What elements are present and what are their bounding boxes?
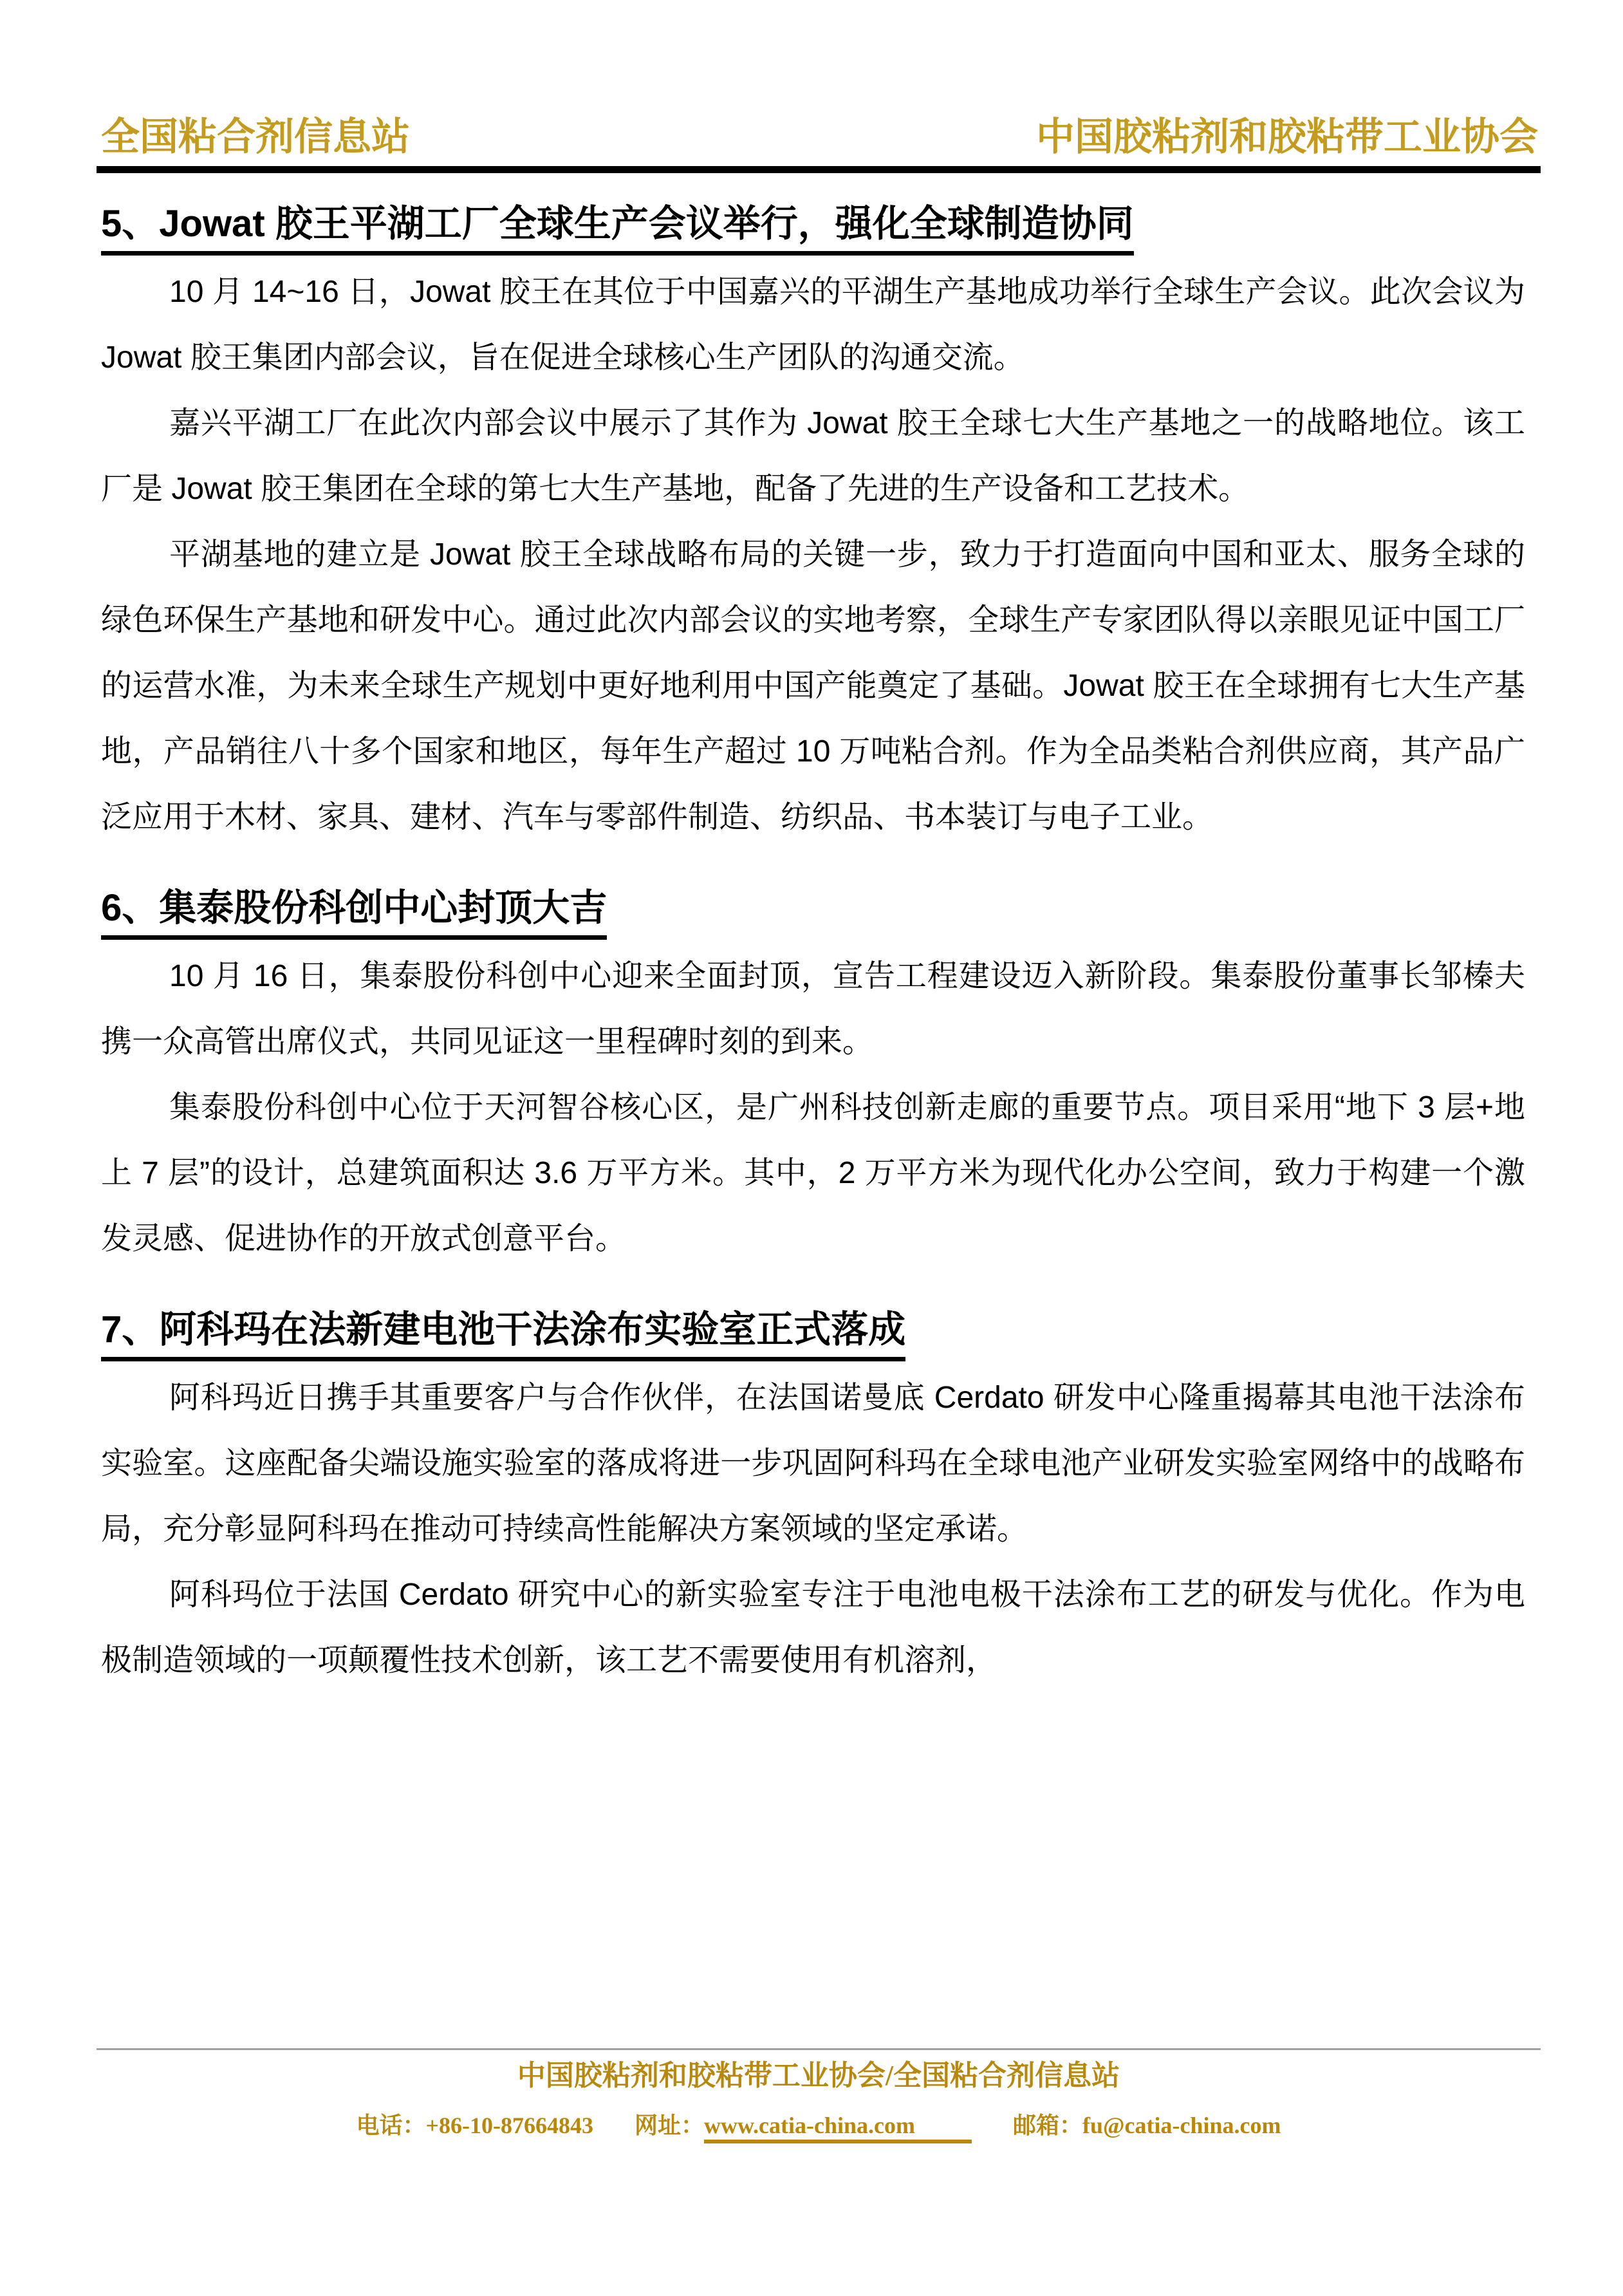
section-7-paragraph-2: 阿科玛位于法国 Cerdato 研究中心的新实验室专注于电池电极干法涂布工艺的研发与优化。作为电极制造领域的一项颠覆性技术创新，该工艺不需要使用有机溶剂， <box>101 1578 1525 1677</box>
section-7-paragraph-1: 阿科玛近日携手其重要客户与合作伙伴，在法国诺曼底 Cerdato 研发中心隆重揭幕其电池干法涂布实验室。这座配备尖端设施实验室的落成将进一步巩固阿科玛在全球电池产业研发实验室网络中的战略布局，充分彰显阿科玛在推动可持续高性能解决方案领域的坚定承诺。 <box>101 1381 1525 1546</box>
section-6-paragraph-2: 集泰股份科创中心位于天河智谷核心区，是广州科技创新走廊的重要节点。项目采用“地下 3 层+地上 7 层”的设计，总建筑面积达 3.6 万平方米。其中，2 万平方米为现代化办公空间，致力于构建一个激发灵感、促进协作的开放式创意平台。 <box>101 1090 1525 1256</box>
document-body <box>101 201 1525 1694</box>
website-link[interactable]: www.catia-china.com <box>704 2113 972 2143</box>
email-address: fu@catia-china.com <box>1082 2113 1281 2138</box>
footer-rule <box>97 2048 1541 2050</box>
header-right-title: 中国胶粘剂和胶粘带工业协会 <box>1036 116 1538 158</box>
section-6-paragraph-1: 10 月 16 日，集泰股份科创中心迎来全面封顶，宣告工程建设迈入新阶段。集泰股份董事长邹榛夫携一众高管出席仪式，共同见证这一里程碑时刻的到来。 <box>101 959 1525 1059</box>
section-6-heading-text: 6、集泰股份科创中心封顶大吉 <box>101 885 607 940</box>
section-5-heading <box>101 201 1525 256</box>
section-6-heading <box>101 885 1525 940</box>
section-7-heading-text: 7、阿科玛在法新建电池干法涂布实验室正式落成 <box>101 1307 905 1361</box>
footer-contact-line <box>97 2111 1541 2140</box>
section-7-heading <box>101 1307 1525 1361</box>
section-5-paragraph-2: 嘉兴平湖工厂在此次内部会议中展示了其作为 Jowat 胶王全球七大生产基地之一的战略地位。该工厂是 Jowat 胶王集团在全球的第七大生产基地，配备了先进的生产设备和工艺技术。 <box>101 406 1525 506</box>
email-label: 邮箱： <box>1013 2113 1083 2138</box>
footer-email <box>1013 2111 1281 2140</box>
page-header <box>101 115 1538 160</box>
section-5-paragraph-3: 平湖基地的建立是 Jowat 胶王全球战略布局的关键一步，致力于打造面向中国和亚太、服务全球的绿色环保生产基地和研发中心。通过此次内部会议的实地考察，全球生产专家团队得以亲眼见证中国工厂的运营水准，为未来全球生产规划中更好地利用中国产能奠定了基础。Jowat 胶王在全球拥有七大生产基地，产品销往八十多个国家和地区，每年生产超过 10 万吨粘合剂。作为全品类粘合剂供应商，其产品广泛应用于木材、家具、建材、汽车与零部件制造、纺织品、书本装订与电子工业。 <box>101 537 1525 834</box>
section-5-heading-text: 5、Jowat 胶王平湖工厂全球生产会议举行，强化全球制造协同 <box>101 201 1134 256</box>
phone-label: 电话： <box>356 2113 426 2138</box>
section-5-paragraph-1: 10 月 14~16 日，Jowat 胶王在其位于中国嘉兴的平湖生产基地成功举行全球生产会议。此次会议为 Jowat 胶王集团内部会议，旨在促进全球核心生产团队的沟通交流。 <box>101 275 1525 375</box>
footer-website <box>635 2111 972 2140</box>
footer-org-line: 中国胶粘剂和胶粘带工业协会/全国粘合剂信息站 <box>517 2060 1120 2091</box>
header-rule <box>97 166 1541 173</box>
phone-number: +86-10-87664843 <box>425 2113 594 2138</box>
website-label: 网址： <box>635 2113 705 2138</box>
footer-phone <box>357 2111 594 2140</box>
page-footer <box>97 2048 1541 2140</box>
header-left-title: 全国粘合剂信息站 <box>101 116 410 158</box>
